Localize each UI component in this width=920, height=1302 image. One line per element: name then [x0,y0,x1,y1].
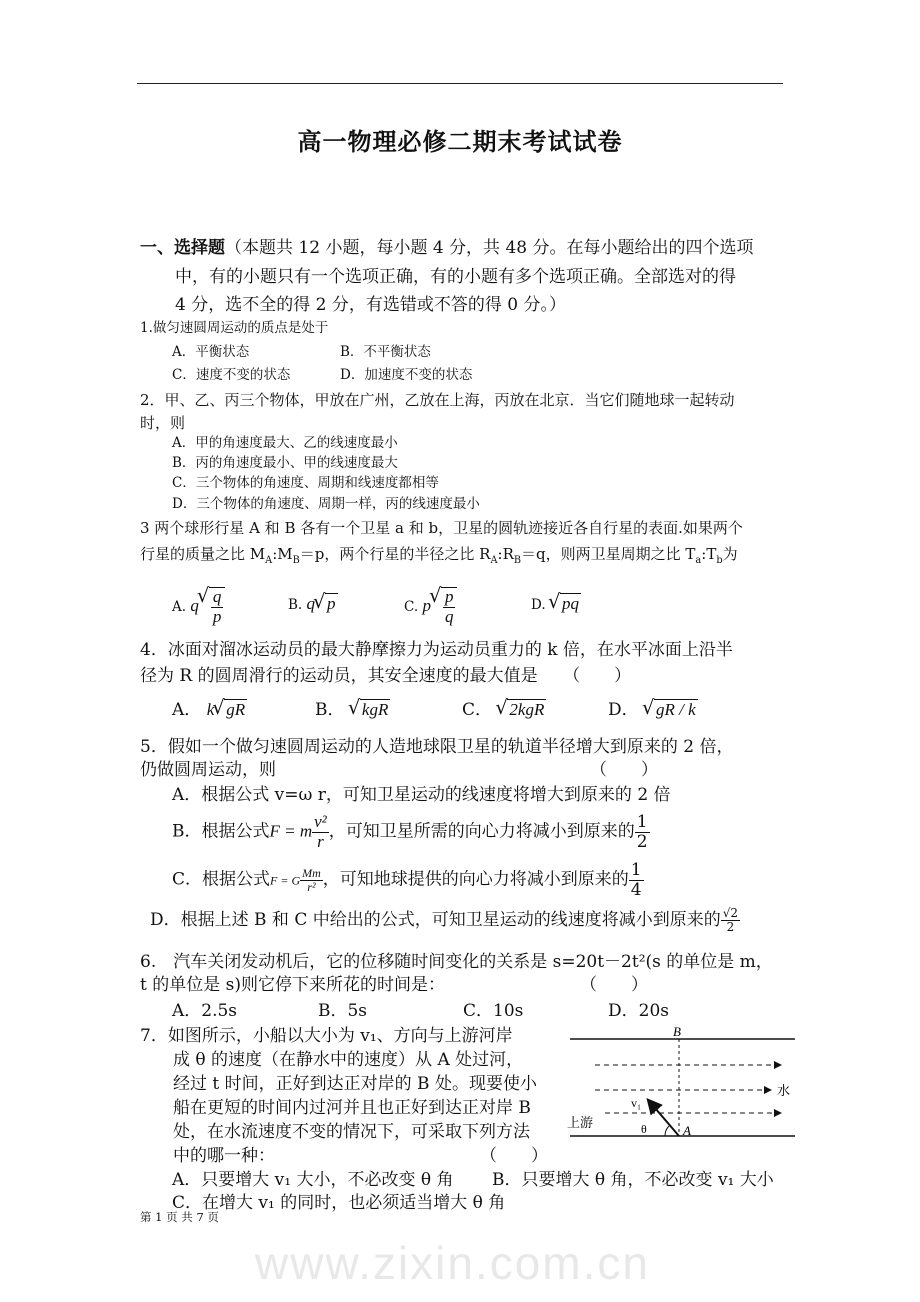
header-rule [137,83,783,84]
q2-option-b: B．丙的角速度最小、甲的线速度最大 [172,455,398,471]
section-intro: （本题共 12 小题，每小题 4 分，共 48 分。在每小题给出的四个选项 [225,238,754,258]
q3-stem: 行星的质量之比 $M_A:M_B=p$，两个行星的半径之比 $R_A:R_B=q$，则两卫星周期之比 $T_a:T_b$为 [140,545,738,566]
q7-option-c: C．在增大 v₁ 的同时，也必须适当增大 θ 角 [172,1193,506,1213]
label-water: 水 [777,1084,791,1099]
section-intro: 4 分，选不全的得 2 分，有选错或不答的得 0 分。） [175,295,566,315]
q4-stem: 径为 R 的圆周滑行的运动员，其安全速度的最大值是 （ ） [140,666,632,686]
q6-option-b: B．5s [318,1001,368,1021]
q4-stem: 4．冰面对溜冰运动员的最大静摩擦力为运动员重力的 k 倍，在水平冰面上沿半 [140,640,733,660]
q1-option-a: A．平衡状态 [172,344,250,360]
section-heading [140,238,754,258]
label-v1: v₁ [631,1096,642,1110]
q1-stem: 1.做匀速圆周运动的质点是处于 [140,320,329,336]
q6-option-c: C．10s [463,1001,524,1021]
q7-stem: 经过 t 时间，正好到达正对岸的 B 处。现要使小 [173,1074,537,1094]
velocity-v1-arrow [649,1101,679,1136]
q7-stem: 7．如图所示，小船以大小为 v₁、方向与上游河岸 [140,1026,513,1046]
q6-answer-paren: （ ） [580,975,648,995]
q7-stem: 处，在水流速度不变的情况下，可采取下列方法 [173,1122,530,1142]
label-upstream: 上游 [567,1116,594,1131]
q4-option-c: C． √ 2kgR [462,699,546,720]
q2-stem: 时，则 [140,414,186,432]
q3-option-a: A. q √ $\frac{q}{p}$ [172,587,225,626]
q6-stem: 6. 汽车关闭发动机后，它的位移随时间变化的关系是 s=20t－2t²(s 的单位是 m， [140,952,773,972]
q5-option-a: A．根据公式 v=ω r，可知卫星运动的线速度将增大到原来的 2 倍 [172,785,671,805]
q2-option-c: C．三个物体的角速度、周期和线速度都相等 [172,475,439,491]
q1-option-b: B．不平衡状态 [340,344,431,360]
q4-option-d: D． √ gR / k [608,699,698,720]
label-A: A [683,1123,691,1138]
q2-stem: 2．甲、乙、丙三个物体，甲放在广州，乙放在上海，丙放在北京．当它们随地球一起转动 [140,391,735,409]
watermark: www.zixin.com.cn [255,1237,650,1289]
river-crossing-diagram [565,1025,795,1150]
label-theta: θ [641,1122,647,1136]
q7-stem: 船在更短的时间内过河并且也正好到达正对岸 B [173,1098,531,1118]
q2-option-d: D．三个物体的角速度、周期一样，丙的线速度最小 [172,496,480,512]
q3-option-d: D. √ pq [531,593,581,614]
q5-option-c: C．根据公式F = G $\frac{Mm}{\text{r²}}$ ，可知地球提供的向心力将减小到原来的 $\frac{1}{4}$ [172,860,642,900]
label-B: B [673,1025,681,1039]
q6-option-d: D．20s [608,1001,669,1021]
q5-stem: 5．假如一个做匀速圆周运动的人造地球限卫星的轨道半径增大到原来的 2 倍， [140,737,734,757]
q1-option-d: D．加速度不变的状态 [340,367,473,383]
q7-stem: 成 θ 的速度（在静水中的速度）从 A 处过河， [173,1050,524,1070]
q3-option-c: C. p √ $\frac{p}{q}$ [404,587,457,626]
q3-stem: 3 两个球形行星 A 和 B 各有一个卫星 a 和 b，卫星的圆轨迹接近各自行星的表面.如果两个 [140,519,743,537]
q3-option-b: B. q√ p [288,593,338,614]
q5-stem: 仍做圆周运动，则 [140,760,276,780]
q7-stem: 中的哪一种： [173,1146,275,1166]
q1-option-c: C．速度不变的状态 [172,367,291,383]
q2-option-a: A．甲的角速度最大、乙的线速度最小 [172,435,398,451]
theta-arc [665,1126,669,1136]
q6-option-a: A．2.5s [172,1001,238,1021]
q4-option-a: A． k√ gR [172,699,247,720]
q7-answer-paren: （ ） [480,1146,548,1166]
q7-option-b: B．只要增大 θ 角，不必改变 v₁ 大小 [492,1170,774,1190]
page-title: 高一物理必修二期末考试试卷 [297,127,623,156]
q5-answer-paren: （ ） [590,760,658,780]
q5-option-b: B．根据公式F = m $\frac{\text{v²}}{r}$ ，可知卫星所需的向心力将减小到原来的 $\frac{1}{2}$ [172,812,648,852]
q7-option-a: A．只要增大 v₁ 大小，不必改变 θ 角 [172,1170,454,1190]
page-footer: 第 1 页 共 7 页 [140,1210,219,1224]
q6-stem: t 的单位是 s)则它停下来所花的时间是： [140,975,445,995]
q4-option-b: B． √ kgR [315,699,390,720]
q5-option-d: D．根据上述 B 和 C 中给出的公式，可知卫星运动的线速度将减小到原来的 $\frac{√2}{2}$ [150,906,739,935]
section-intro: 中，有的小题只有一个选项正确，有的小题有多个选项正确。全部选对的得 [175,267,736,287]
section-title: 一、选择题 [140,238,225,258]
